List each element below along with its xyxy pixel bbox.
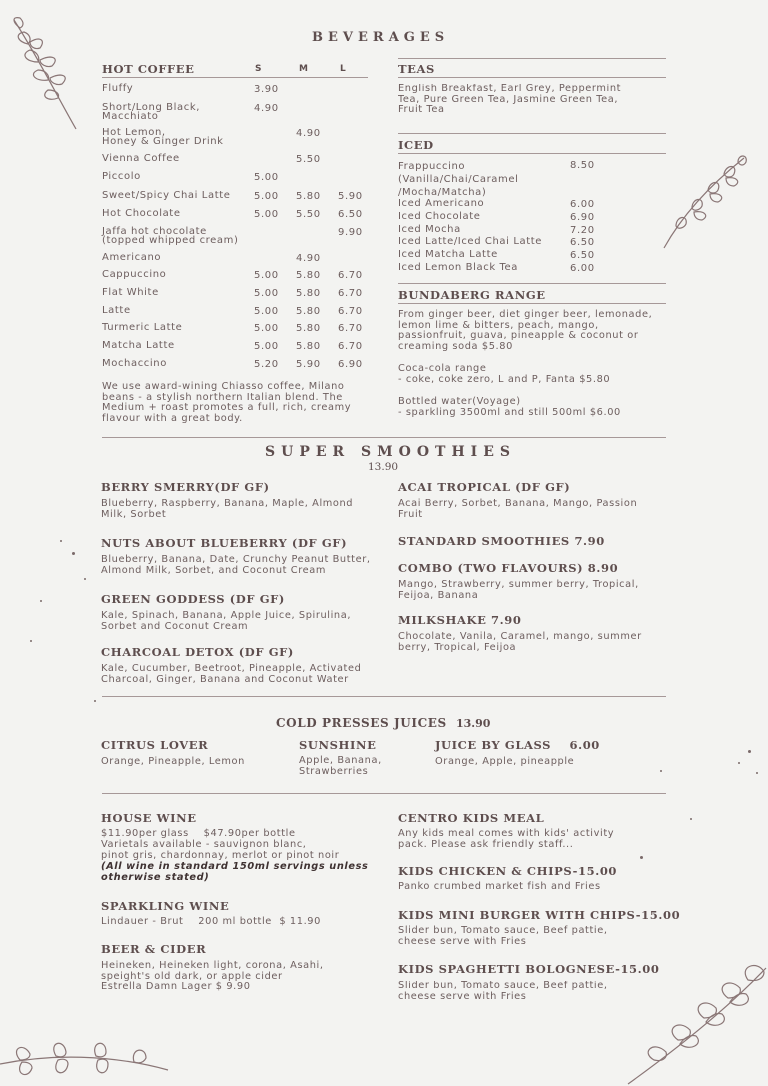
divider: [398, 133, 666, 134]
speck: [660, 770, 662, 772]
beer-cider-text: Heineken, Heineken light, corona, Asahi, speight's old dark, or apple cider Estrella Damn Lager $ 9.90: [101, 960, 324, 992]
price-large: 6.50: [338, 209, 363, 220]
price-large: 6.90: [338, 359, 363, 370]
price-large: 5.90: [338, 191, 363, 202]
iced-item-name: Iced Chocolate: [398, 211, 481, 222]
smoothie-name: BERRY SMERRY(DF GF): [101, 480, 270, 494]
size-l-label: L: [340, 64, 347, 74]
beverages-title: BEVERAGES: [312, 30, 450, 45]
price-large: 6.70: [338, 341, 363, 352]
iced-item-price: 6.00: [570, 263, 595, 274]
coffee-item-name: Cappuccino: [102, 269, 167, 280]
smoothie-name: ACAI TROPICAL (DF GF): [398, 480, 571, 494]
divider: [398, 77, 666, 78]
price-medium: 5.80: [296, 191, 321, 202]
smoothie-desc: Mango, Strawberry, summer berry, Tropical, Feijoa, Banana: [398, 579, 639, 601]
kids-item-name: KIDS MINI BURGER WITH CHIPS-15.00: [398, 908, 681, 922]
kids-item-desc: Slider bun, Tomato sauce, Beef pattie, cheese serve with Fries: [398, 981, 608, 1001]
iced-item-name: Frappuccino (Vanilla/Chai/Caramel /Mocha/Matcha): [398, 161, 519, 198]
iced-item-name: Iced Americano: [398, 198, 485, 209]
price-small: 5.00: [254, 323, 279, 334]
coffee-item-name: Hot Chocolate: [102, 208, 181, 219]
bundaberg-text: From ginger beer, diet ginger beer, lemonade, lemon lime & bitters, peach, mango, passionfruit, guava, pineapple & coconut or creaming soda $5.80: [398, 309, 653, 352]
coffee-item-name: Piccolo: [102, 171, 141, 182]
kids-meal-text: Any kids meal comes with kids' activity pack. Please ask friendly staff...: [398, 828, 615, 850]
price-small: 4.90: [254, 103, 279, 114]
price-large: 6.70: [338, 270, 363, 281]
divider: [102, 77, 368, 78]
price-large: 6.70: [338, 306, 363, 317]
iced-item-price: 7.20: [570, 225, 595, 236]
smoothie-name: GREEN GODDESS (DF GF): [101, 592, 285, 606]
coffee-item-name: Latte: [102, 305, 131, 316]
coffee-item-name: Flat White: [102, 287, 159, 298]
speck: [640, 856, 643, 859]
hot-coffee-header: HOT COFFEE: [102, 62, 195, 76]
speck: [738, 762, 740, 764]
speck: [756, 772, 758, 774]
leaf-branch-icon: [0, 1024, 170, 1086]
price-large: 6.70: [338, 288, 363, 299]
juices-price: 13.90: [456, 717, 491, 730]
divider: [102, 437, 666, 438]
price-small: 5.20: [254, 359, 279, 370]
price-medium: 5.80: [296, 341, 321, 352]
coffee-item-name: Matcha Latte: [102, 340, 175, 351]
price-small: 5.00: [254, 191, 279, 202]
house-wine-header: HOUSE WINE: [101, 811, 197, 825]
smoothie-desc: Blueberry, Raspberry, Banana, Maple, Almond Milk, Sorbet: [101, 498, 354, 520]
kids-meal-header: CENTRO KIDS MEAL: [398, 811, 545, 825]
price-large: 9.90: [338, 227, 363, 238]
speck: [748, 750, 751, 753]
speck: [72, 552, 75, 555]
coffee-item-name: Turmeric Latte: [102, 322, 183, 333]
juice-by-glass-header: JUICE BY GLASS 6.00: [435, 738, 600, 752]
bundaberg-header: BUNDABERG RANGE: [398, 288, 546, 302]
coca-cola-text: Coca-cola range - coke, coke zero, L and P, Fanta $5.80: [398, 363, 611, 385]
price-large: 6.70: [338, 323, 363, 334]
price-small: 5.00: [254, 306, 279, 317]
price-medium: 5.80: [296, 270, 321, 281]
divider: [102, 793, 666, 794]
price-medium: 5.80: [296, 323, 321, 334]
coffee-note: We use award-wining Chiasso coffee, Milano beans - a stylish northern Italian blend. The Medium + roast promotes a full, rich, creamy flavour with a great body.: [102, 381, 352, 424]
price-medium: 5.80: [296, 306, 321, 317]
water-text: Bottled water(Voyage) - sparkling 3500ml and still 500ml $6.00: [398, 396, 621, 418]
teas-text: English Breakfast, Earl Grey, Peppermint Tea, Pure Green Tea, Jasmine Green Tea, Fruit Tea: [398, 84, 622, 115]
divider: [398, 58, 666, 59]
price-small: 5.00: [254, 209, 279, 220]
divider: [398, 303, 666, 304]
smoothie-name: CHARCOAL DETOX (DF GF): [101, 645, 294, 659]
house-wine-note: (All wine in standard 150ml servings unless otherwise stated): [101, 861, 369, 883]
speck: [30, 640, 32, 642]
coffee-item-name: Mochaccino: [102, 358, 167, 369]
coffee-item-name: Sweet/Spicy Chai Latte: [102, 190, 231, 201]
kids-item-desc: Slider bun, Tomato sauce, Beef pattie, cheese serve with Fries: [398, 925, 608, 947]
price-medium: 4.90: [296, 128, 321, 139]
smoothie-desc: Kale, Spinach, Banana, Apple Juice, Spirulina, Sorbet and Coconut Cream: [101, 610, 352, 632]
smoothie-desc: Acai Berry, Sorbet, Banana, Mango, Passion Fruit: [398, 498, 638, 520]
speck: [690, 818, 692, 820]
teas-header: TEAS: [398, 62, 435, 76]
smoothie-name: NUTS ABOUT BLUEBERRY (DF GF): [101, 536, 348, 550]
iced-item-price: 6.50: [570, 237, 595, 248]
iced-item-name: Iced Mocha: [398, 224, 461, 235]
citrus-lover-desc: Orange, Pineapple, Lemon: [101, 756, 245, 767]
coffee-item-name: Short/Long Black, Macchiato: [102, 102, 201, 122]
iced-item-name: Iced Latte/Iced Chai Latte: [398, 236, 543, 247]
iced-item-price: 6.00: [570, 199, 595, 210]
size-m-label: M: [299, 64, 309, 74]
iced-item-name: Iced Lemon Black Tea: [398, 262, 518, 273]
price-medium: 5.90: [296, 359, 321, 370]
divider: [398, 153, 666, 154]
price-medium: 4.90: [296, 253, 321, 264]
iced-header: ICED: [398, 138, 434, 152]
price-small: 5.00: [254, 341, 279, 352]
smoothie-name: MILKSHAKE 7.90: [398, 613, 522, 627]
divider: [398, 283, 666, 284]
sunshine-header: SUNSHINE: [299, 738, 377, 752]
price-small: 5.00: [254, 270, 279, 281]
coffee-item-name: Fluffy: [102, 83, 134, 94]
leaf-branch-icon: [654, 152, 750, 252]
leaf-branch-icon: [6, 14, 86, 134]
citrus-lover-header: CITRUS LOVER: [101, 738, 209, 752]
price-small: 3.90: [254, 84, 279, 95]
smoothies-price: 13.90: [368, 461, 399, 473]
house-wine-varietals: Varietals available - sauvignon blanc, pinot gris, chardonnay, merlot or pinot noir: [101, 839, 340, 861]
speck: [40, 600, 42, 602]
juice-by-glass-desc: Orange, Apple, pineapple: [435, 756, 575, 767]
kids-item-desc: Panko crumbed market fish and Fries: [398, 881, 601, 892]
iced-item-price: 6.90: [570, 212, 595, 223]
price-medium: 5.80: [296, 288, 321, 299]
kids-item-name: KIDS SPAGHETTI BOLOGNESE-15.00: [398, 962, 660, 976]
price-small: 5.00: [254, 172, 279, 183]
speck: [94, 700, 96, 702]
smoothie-desc: Kale, Cucumber, Beetroot, Pineapple, Activated Charcoal, Ginger, Banana and Coconut Water: [101, 663, 362, 685]
smoothies-title: SUPER SMOOTHIES: [265, 444, 516, 460]
juices-title: COLD PRESSES JUICES: [276, 716, 447, 730]
smoothie-desc: Chocolate, Vanila, Caramel, mango, summer berry, Tropical, Feijoa: [398, 631, 642, 653]
iced-item-price: 6.50: [570, 250, 595, 261]
sparkling-wine-header: SPARKLING WINE: [101, 899, 230, 913]
leaf-branch-icon: [618, 958, 768, 1086]
speck: [84, 578, 86, 580]
iced-item-price: 8.50: [570, 160, 595, 171]
speck: [60, 540, 62, 542]
size-s-label: S: [255, 64, 262, 74]
price-medium: 5.50: [296, 209, 321, 220]
iced-item-name: Iced Matcha Latte: [398, 249, 498, 260]
sunshine-desc: Apple, Banana, Strawberries: [299, 755, 382, 777]
coffee-item-name: Vienna Coffee: [102, 153, 180, 164]
smoothie-name: STANDARD SMOOTHIES 7.90: [398, 534, 605, 548]
house-wine-prices: $11.90per glass $47.90per bottle: [101, 828, 296, 839]
price-medium: 5.50: [296, 154, 321, 165]
divider: [102, 696, 666, 697]
coffee-item-name: Hot Lemon, Honey & Ginger Drink: [102, 127, 224, 147]
coffee-item-name: Americano: [102, 252, 162, 263]
beer-cider-header: BEER & CIDER: [101, 942, 207, 956]
smoothie-desc: Blueberry, Banana, Date, Crunchy Peanut Butter, Almond Milk, Sorbet, and Coconut Cream: [101, 554, 371, 576]
price-small: 5.00: [254, 288, 279, 299]
smoothie-name: COMBO (TWO FLAVOURS) 8.90: [398, 561, 619, 575]
coffee-item-name: Jaffa hot chocolate (topped whipped cream): [102, 226, 239, 246]
sparkling-wine-line: Lindauer - Brut 200 ml bottle $ 11.90: [101, 916, 321, 927]
kids-item-name: KIDS CHICKEN & CHIPS-15.00: [398, 864, 618, 878]
